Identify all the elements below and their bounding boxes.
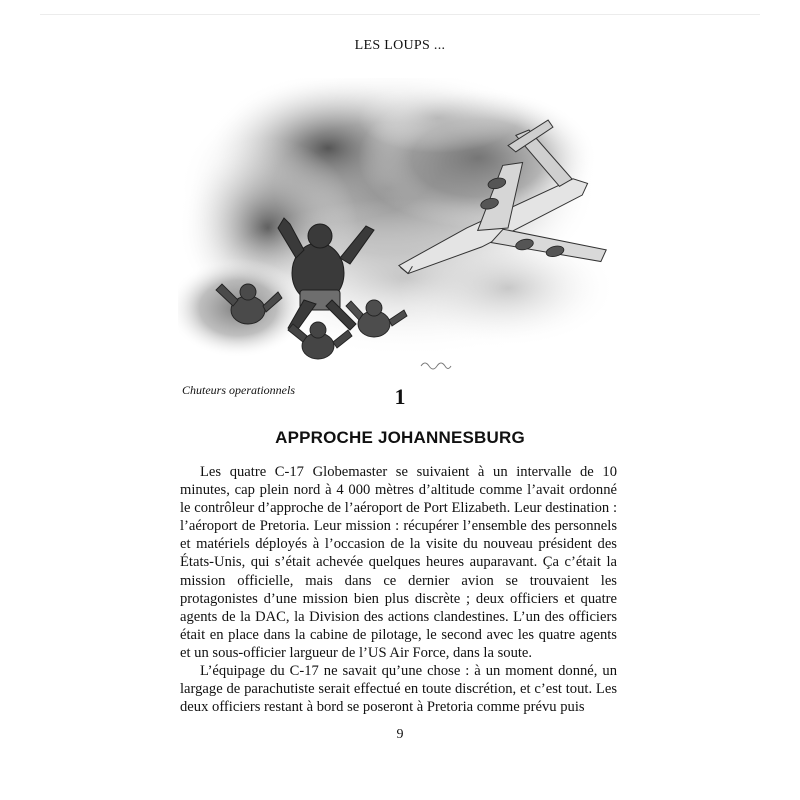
paragraph: L’équipage du C-17 ne savait qu’une chose : à un moment donné, un largage de parachutiste serait effectué en toute discrétion, et c’est tout. Les deux officiers restant à bord se poseront à Pretoria comme prévu puis [180,663,617,716]
page-number: 9 [396,727,404,742]
running-head: LES LOUPS ... [354,38,446,53]
artist-signature [421,363,451,369]
top-rule [40,14,760,15]
paragraph: Les quatre C-17 Globemaster se suivaient à un intervalle de 10 minutes, cap plein nord à 4 000 mètres d’altitude comme l’avait ordonné le contrôleur d’approche de l’aéroport de Port Elizabeth. Leur destination : l’aéroport de Pretoria. Leur mission : récupérer l’ensemble des personnels et matériels déployés à l’occasion de la visite du nouveau président des États-Unis, qui s’était achevée quelques heures auparavant. Ça c’était la mission officielle, mais dans ce dernier avion se trouvaient les protagonistes d’une mission bien plus discrète ; deux officiers et quatre agents de la DAC, la Division des actions clandestines. L’un des officiers était en place dans la cabine de pilotage, le second avec les quatre agents et un sous-officier largueur de l’US Air Force, dans la soute. [180,464,617,661]
illustration-caption: Chuteurs operationnels [182,383,295,397]
illustration-skydivers-and-aircraft [178,78,618,378]
chapter-body [180,463,617,716]
chapter-number: 1 [394,384,406,409]
chapter-title: APPROCHE JOHANNESBURG [275,428,525,447]
